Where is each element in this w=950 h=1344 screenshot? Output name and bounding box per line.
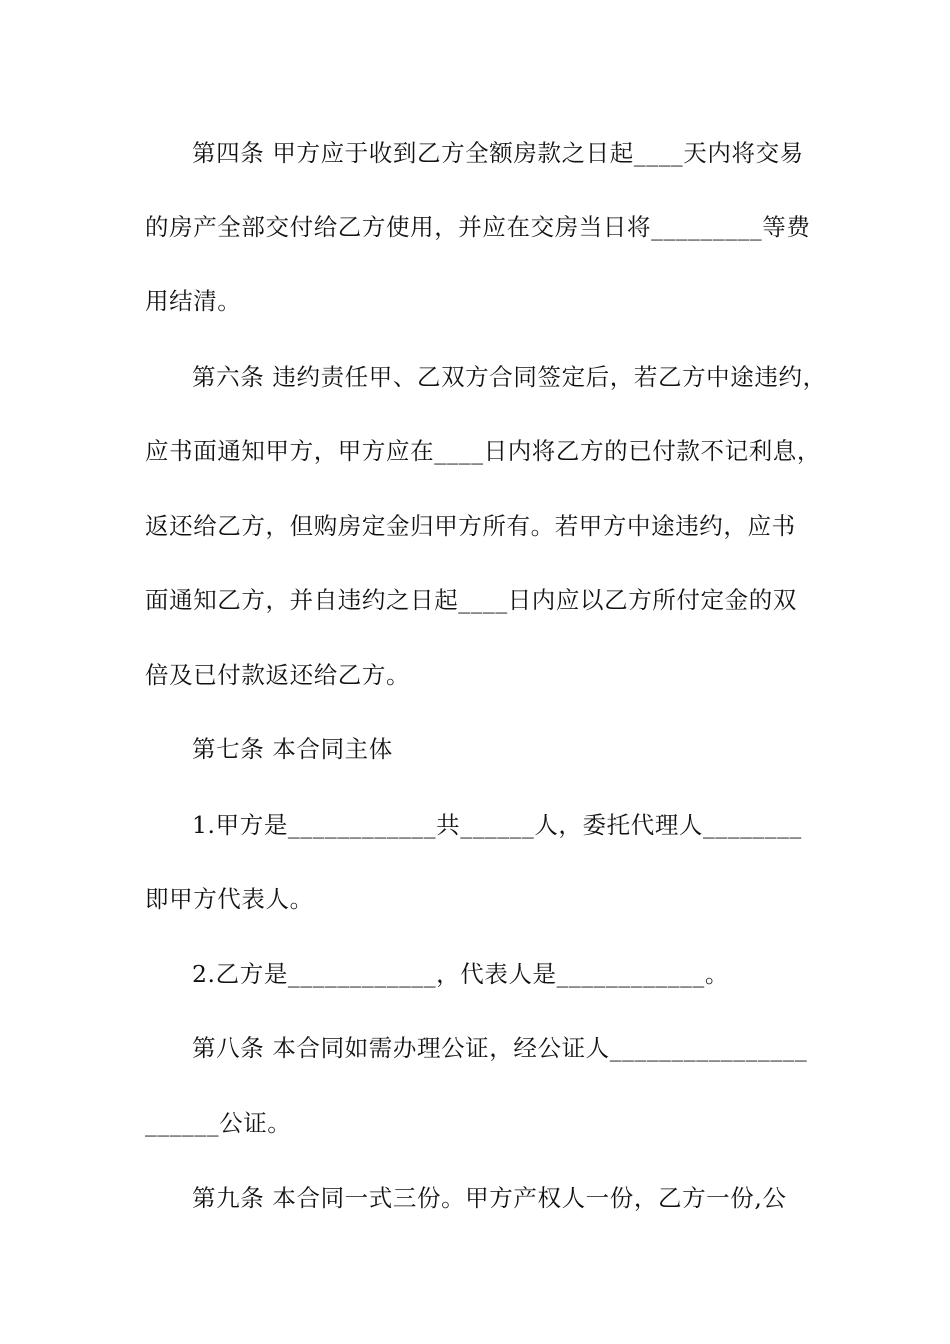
- article-9-line-1: 第九条 本合同一式三份。甲方产权人一份，乙方一份,公: [192, 1184, 787, 1212]
- article-4-line-2: 的房产全部交付给乙方使用，并应在交房当日将_________等费: [145, 213, 811, 241]
- article-7-item-1: 1.甲方是____________共______人，委托代理人________: [192, 811, 802, 839]
- article-6-line-3: 返还给乙方，但购房定金归甲方所有。若甲方中途违约，应书: [145, 512, 796, 540]
- article-7-heading: 第七条 本合同主体: [192, 735, 393, 763]
- article-4-line-1: 第四条 甲方应于收到乙方全额房款之日起____天内将交易: [192, 139, 804, 167]
- article-8-line-2: ______公证。: [145, 1109, 292, 1137]
- article-7-item-1-cont: 即甲方代表人。: [145, 885, 314, 913]
- article-8-line-1: 第八条 本合同如需办理公证，经公证人________________: [192, 1034, 808, 1062]
- article-6-line-5: 倍及已付款返还给乙方。: [145, 661, 411, 689]
- article-7-item-2: 2.乙方是____________，代表人是____________。: [192, 960, 729, 988]
- article-6-line-4: 面通知乙方，并自违约之日起____日内应以乙方所付定金的双: [145, 586, 797, 614]
- article-6-line-1: 第六条 违约责任甲、乙双方合同签定后，若乙方中途违约，: [192, 363, 827, 391]
- article-6-line-2: 应书面通知甲方，甲方应在____日内将乙方的已付款不记利息，: [145, 437, 821, 465]
- article-4-line-3: 用结清。: [145, 287, 242, 315]
